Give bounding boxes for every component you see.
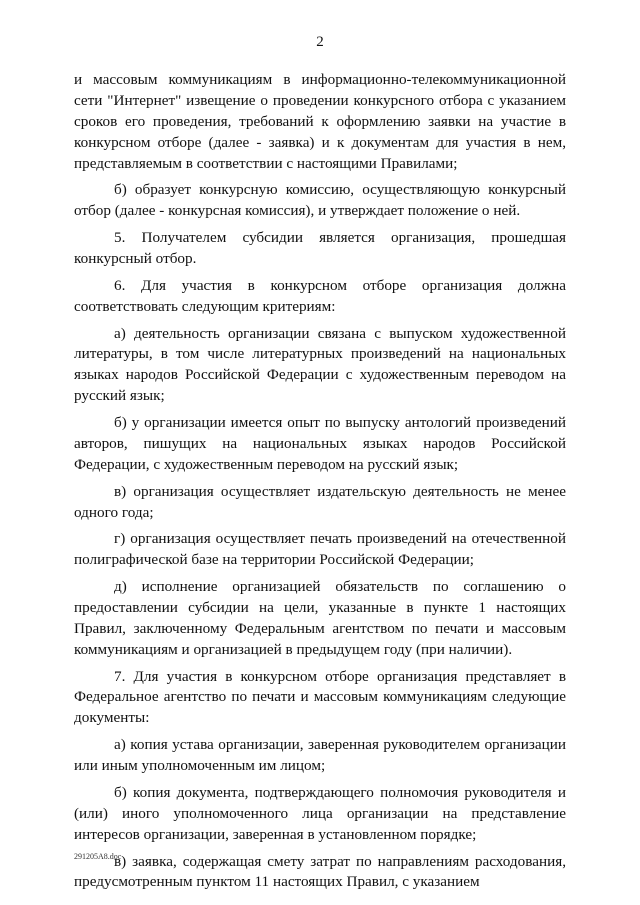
paragraph: а) копия устава организации, заверенная руководителем организации или иным уполномоченным им лицом; xyxy=(74,736,566,775)
paragraph: б) образует конкурсную комиссию, осуществляющую конкурсный отбор (далее - конкурсная комиссия), и утверждает положение о ней. xyxy=(74,181,566,220)
paragraph: д) исполнение организацией обязательств по соглашению о предоставлении субсидии на цели, указанные в пункте 1 настоящих Правил, заключенному Федеральным агентством по печати и массовым коммуникациям и организацией в предыдущем году (при наличии). xyxy=(74,578,566,658)
footer-document-code: 291205A8.doc xyxy=(74,852,122,861)
page-number: 2 xyxy=(316,34,324,50)
paragraph: и массовым коммуникациям в информационно-телекоммуникационной сети "Интернет" извещение о проведении конкурсного отбора с указанием сроков его проведения, требований к оформлению заявки на участие в конкурсном отборе (далее - заявка) и к документам для участия в нем, представляемым в соответствии с настоящими Правилами; xyxy=(74,71,566,172)
paragraph: б) у организации имеется опыт по выпуску антологий произведений авторов, пишущих на национальных языках народов Российской Федерации, с художественным переводом на русский язык; xyxy=(74,414,566,473)
paragraph: в) организация осуществляет издательскую деятельность не менее одного года; xyxy=(74,482,566,521)
paragraph: 6. Для участия в конкурсном отборе организация должна соответствовать следующим критериям: xyxy=(74,276,566,315)
paragraph: а) деятельность организации связана с выпуском художественной литературы, в том числе литературных произведений на национальных языках народов Российской Федерации с художественным переводом на русский язык; xyxy=(74,324,566,405)
paragraph: г) организация осуществляет печать произведений на отечественной полиграфической базе на территории Российской Федерации; xyxy=(74,530,566,569)
document-body xyxy=(74,70,566,899)
paragraph: в) заявка, содержащая смету затрат по направлениям расходования, предусмотренным пунктом 11 настоящих Правил, с указанием xyxy=(74,852,566,891)
paragraph: б) копия документа, подтверждающего полномочия руководителя и (или) иного уполномоченного лица организации на представление интересов организации, заверенная в установленном порядке; xyxy=(74,783,566,843)
paragraph: 5. Получателем субсидии является организация, прошедшая конкурсный отбор. xyxy=(74,229,566,268)
paragraph: 7. Для участия в конкурсном отборе организация представляет в Федеральное агентство по печати и массовым коммуникациям следующие документы: xyxy=(74,667,566,727)
